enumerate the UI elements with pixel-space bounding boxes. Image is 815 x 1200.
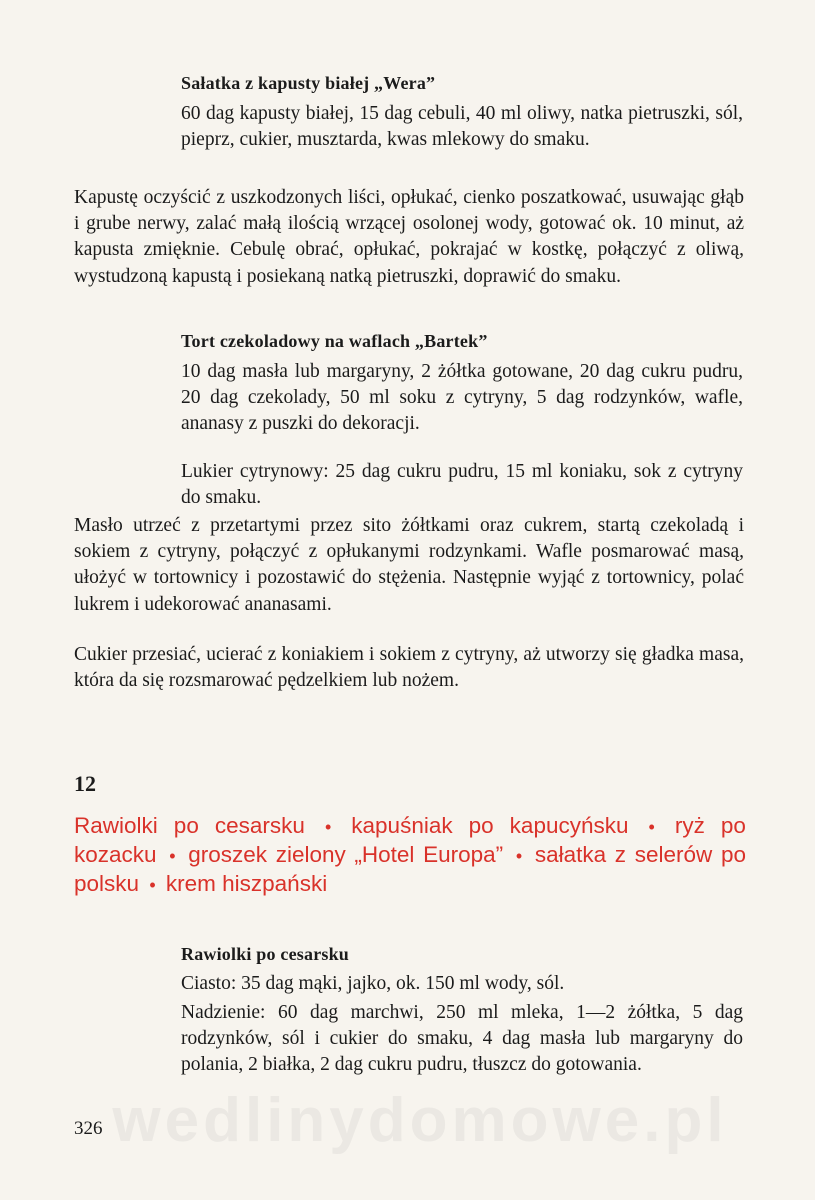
chapter-item: ryż po kozacku [74,813,746,867]
recipe-title-bartek: Tort czekoladowy na waflach „Bartek” [181,331,488,351]
chapter-number: 12 [74,771,96,796]
method-text: Masło utrzeć z przetartymi przez sito żółtkami oraz cukrem, startą czekoladą i sokiem z cytryny, połączyć z opłukanymi rodzynkami. Wafle posmarować masą, ułożyć w tortownicy i pozostawić do stężenia. Następnie wyjąć z tortownicy, polać lukrem i udekorować ananasami. [74,515,744,615]
recipe-method-wera [74,185,744,290]
bullet-icon: • [169,846,176,866]
bullet-icon: • [648,817,655,837]
watermark: wedlinydomowe.pl [112,1086,728,1155]
chapter-item: kapuśniak po kapucyńsku [351,813,629,838]
recipe-method-bartek [74,513,744,618]
chapter-item: Rawiolki po cesarsku [74,813,305,838]
recipe-method-icing [74,642,744,694]
ingredients-text: 10 dag masła lub margaryny, 2 żółtka gotowane, 20 dag cukru pudru, 20 dag czekolady, 50 ml soku z cytryny, 5 dag rodzynków, wafle, ananasy z puszki do dekoracji. [181,361,743,435]
chapter-menu-list [74,812,746,899]
chapter-item: sałatka z selerów po polsku [74,842,746,896]
method-text: Cukier przesiać, ucierać z koniakiem i sokiem z cytryny, aż utworzy się gładka masa, która da się rozsmarować pędzelkiem lub nożem. [74,644,744,692]
chapter-item: krem hiszpański [165,871,328,896]
recipe-ingredients-wera [181,101,743,153]
recipe-title-rawiolki: Rawiolki po cesarsku [181,944,350,964]
bullet-icon: • [324,817,332,837]
page-number: 326 [74,1118,103,1139]
recipe-title-wera: Sałatka z kapusty białej „Wera” [181,73,436,93]
method-text: Kapustę oczyścić z uszkodzonych liści, opłukać, cienko poszatkować, usuwając głąb i grube nerwy, zalać małą ilością wrzącej osolonej wody, gotować ok. 10 minut, aż kapusta zmięknie. Cebulę obrać, opłukać, pokrajać w kostkę, połączyć z oliwą, wystudzoną kapustą i posiekaną natką pietruszki, doprawić do smaku. [74,187,744,287]
recipe-icing-bartek [181,459,743,511]
bullet-icon: • [515,846,523,866]
bullet-icon: • [149,875,156,895]
dough-text: Ciasto: 35 dag mąki, jajko, ok. 150 ml wody, sól. [181,973,565,994]
recipe-dough-rawiolki [181,971,743,997]
recipe-filling-rawiolki [181,1000,743,1079]
filling-text: Nadzienie: 60 dag marchwi, 250 ml mleka, 1—2 żółtka, 5 dag rodzynków, sól i cukier do smaku, 4 dag masła lub margaryny do polania, 2 białka, 2 dag cukru pudru, tłuszcz do gotowania. [181,1002,743,1076]
ingredients-text: 60 dag kapusty białej, 15 dag cebuli, 40 ml oliwy, natka pietruszki, sól, pieprz, cukier, musztarda, kwas mlekowy do smaku. [181,103,743,151]
chapter-item: groszek zielony „Hotel Europa” [188,842,504,867]
icing-text: Lukier cytrynowy: 25 dag cukru pudru, 15 ml koniaku, sok z cytryny do smaku. [181,461,743,509]
recipe-ingredients-bartek [181,359,743,438]
